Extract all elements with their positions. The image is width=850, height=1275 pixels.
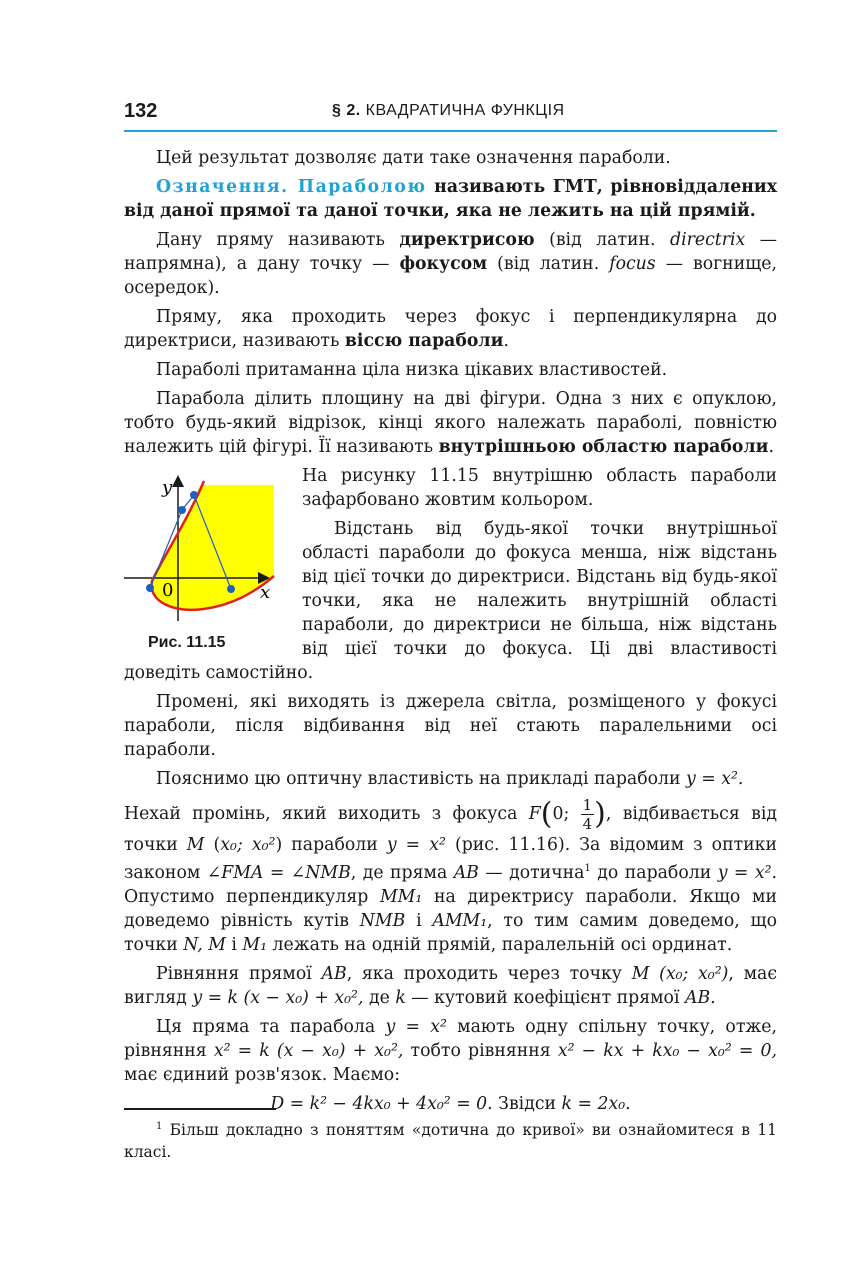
paragraph-axis [124, 305, 777, 353]
fraction-numerator: 1 [582, 796, 593, 814]
latin-focus: focus [609, 254, 656, 274]
text-run: на директрису параболи. Якщо ми доведемо рівність кутів [124, 886, 777, 931]
paragraph-discriminant [124, 1092, 777, 1116]
point [190, 491, 198, 499]
text-run: Звідси [492, 1093, 562, 1114]
text-run: параболи [282, 835, 387, 855]
formula: x² − kx + kx₀ − x₀² = 0, [557, 1040, 777, 1061]
footnote-mark: 1 [584, 863, 591, 874]
line-ab: AB [321, 963, 347, 984]
footnote-divider [124, 1108, 276, 1110]
formula-parabola: y = x². [686, 769, 744, 789]
paragraph-rays: Промені, які виходять із джерела світла, розміщеного у фокусі параболи, після відбивання від неї стають паралельними осі параболи. [124, 692, 777, 760]
paragraph-intro: Цей результат дозволяє дати таке означення параболи. [156, 148, 671, 168]
footnote-text: Більш докладно з поняттям «дотична до кривої» ви ознайомитеся в 11 класі. [124, 1121, 777, 1162]
paren: ( [540, 796, 553, 832]
text-run: тобто рівняння [403, 1040, 558, 1061]
fraction-denominator: 4 [582, 815, 593, 833]
formula-result: k = 2x₀. [561, 1093, 631, 1114]
text-run: Нехай промінь, який виходить з фокуса [124, 804, 529, 824]
formula: y = x² [386, 835, 446, 855]
definition-paragraph [124, 175, 777, 223]
text-run: . [768, 437, 774, 457]
text-run: і [405, 910, 433, 931]
point-m: M (x₀; x₀²) [631, 963, 729, 984]
paragraph-optic-proof: Нехай промінь, який виходить з фокуса F(0; $\frac{1}{4}$ ), відбивається від точки M (x₀; x₀²) параболи y = x² (рис. 11.16). За відомим з оптики законом ∠FMA = ∠NMB, де пряма AB — дотична$^1$ до параболи y = x². Опустимо перпендикуляр MM₁ на директрису параболи. Якщо ми доведемо рівність кутів NMB і AMM₁, то тим самим доведемо, що точки N, M і M₁ лежать на одній прямій, паралельній осі ординат. [124, 796, 777, 955]
term-axis: віссю параболи [344, 331, 504, 351]
definition-text: називають ГМТ, рівновіддалених від даної прямої та даної точки, яка не лежить на цій прямій. [124, 177, 778, 221]
page-number: 132 [124, 100, 158, 122]
line-ab: AB [684, 987, 711, 1008]
paragraph-properties: Параболі притаманна ціла низка цікавих властивостей. [156, 360, 668, 380]
text-run: Пряму, яка проходить через фокус і перпендикулярна до директриси, називають [124, 307, 777, 351]
point [227, 585, 235, 593]
page-body [124, 146, 777, 1121]
figure-caption: Рис. 11.15 [148, 634, 226, 651]
text-run: Парабола ділить площину на дві фігури. Одна з них є опуклою, тобто будь-який відрізок, кінці якого належать параболі, повністю належить цій фігурі. Її називають [124, 389, 777, 457]
latin-directrix: directrix [670, 230, 746, 250]
text-run: Пояснимо цю оптичну властивість на прикладі параболи [156, 769, 686, 789]
text-run: лежать на одній прямій, паралельній осі ординат. [267, 934, 733, 955]
focus-label: F [528, 804, 541, 824]
angle-nmb: NMB [359, 910, 406, 931]
paragraph-tangent-equation [124, 962, 777, 1010]
text-run: (від латин. [487, 254, 610, 274]
text-run: Ця пряма та парабола [156, 1016, 386, 1037]
angle-amm1: AMM₁ [432, 910, 488, 931]
paren: ) [594, 796, 606, 832]
text-run: , відбивається від точки [124, 804, 777, 855]
text-run: Дану пряму називають [156, 230, 400, 250]
paragraph-optic-example [124, 767, 777, 791]
text-run: , яка проходить через точку [346, 963, 632, 984]
text-run: — напрямна), а дану точку — [124, 230, 777, 274]
fraction-one-quarter [581, 796, 595, 833]
axis-x-label: x [260, 582, 271, 603]
text-run: , має вигляд [124, 963, 777, 1008]
text-run: — вогнище, осередок). [124, 254, 777, 298]
text-run: — кутовий коефіцієнт прямої [405, 987, 685, 1008]
term-inner-region: внутрішньою областю параболи [438, 437, 769, 457]
points-n-m: N, M [183, 934, 226, 955]
text-run: де [363, 987, 396, 1008]
text-run: (рис. 11.16). За відомим з оптики законом [124, 835, 777, 883]
paragraph-common-point [124, 1015, 777, 1087]
axis-y-label: y [162, 477, 173, 498]
text-run: . [503, 331, 509, 351]
paragraph-figure-ref: На рисунку 11.15 внутрішню область параболи зафарбовано жовтим кольором. [302, 466, 777, 510]
focus-coord: 0; [552, 804, 570, 824]
text-run: Рівняння прямої [156, 963, 322, 984]
text-run: , то тим самим доведемо, що точки [124, 910, 777, 955]
segment-mm1: MM₁ [379, 886, 423, 907]
term-focus: фокусом [399, 254, 488, 274]
footnote-number: 1 [156, 1121, 163, 1132]
point-m1: M₁ [242, 934, 268, 955]
point-m-label: M [186, 835, 205, 855]
term-directrix: директрисою [399, 230, 535, 250]
point-m-coords: x₀; x₀² [220, 835, 276, 855]
paragraph-directrix-focus [124, 228, 777, 300]
parabola-figure [124, 461, 296, 631]
text-run: має єдиний розв'язок. Маємо: [124, 1064, 401, 1085]
paragraph-inner-region [124, 387, 777, 459]
text-run: . [710, 987, 716, 1008]
formula: x² = k (x − x₀) + x₀², [213, 1040, 404, 1061]
text-run: , де пряма [350, 862, 454, 883]
section-label: § 2. [332, 102, 361, 119]
formula-tangent: y = k (x − x₀) + x₀², [192, 987, 364, 1008]
text-run: (від латин. [534, 230, 671, 250]
section-title [332, 102, 565, 120]
origin-label: 0 [162, 580, 174, 601]
point [178, 506, 186, 514]
figure-11-15 [124, 461, 296, 661]
text-run: Опустимо перпендикуляр [124, 886, 380, 907]
var-k: k [395, 987, 406, 1008]
point [146, 584, 154, 592]
formula-angles: ∠FMA = ∠NMB [206, 862, 351, 883]
section-name: КВАДРАТИЧНА ФУНКЦІЯ [365, 102, 565, 119]
footnote [124, 1116, 777, 1163]
page-header [124, 100, 777, 132]
paragraph-distance-property: Відстань від будь-якої точки внутрішньої області параболи до фокуса менша, ніж відстань від цієї точки до директриси. Відстань від будь-якої точки, яка не належить внутрішній області параболи, до директриси не більша, ніж відстань від цієї точки до фокуса. Ці дві властивості доведіть самостійно. [124, 519, 777, 683]
text-run: — дотична [478, 862, 585, 883]
text-run: мають одну спільну точку, отже, рівняння [124, 1016, 777, 1061]
text-run: і [225, 934, 243, 955]
definition-term: Означення. Параболою [156, 177, 427, 197]
text-run: до параболи [590, 862, 718, 883]
line-ab: AB [453, 862, 479, 883]
formula-discriminant: D = k² − 4kx₀ + 4x₀² = 0. [270, 1093, 493, 1114]
formula: y = x² [385, 1016, 447, 1037]
formula: y = x². [717, 862, 777, 883]
